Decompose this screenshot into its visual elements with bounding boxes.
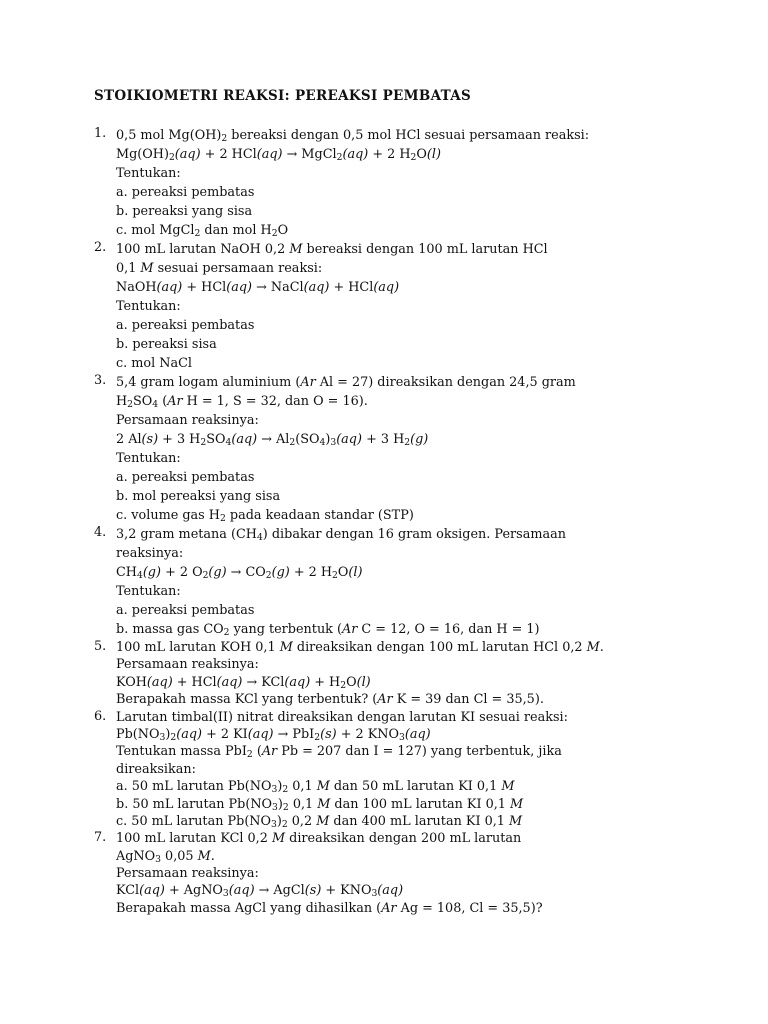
problem-line: 3,2 gram metana $(CH_4)$ dibakar dengan 16 gram oksigen. Persamaan bbox=[116, 527, 566, 544]
problem-line: $H_2SO_4$ (Ar H = 1, S = 32, dan O = 16). bbox=[116, 394, 368, 411]
problem-number: 3. bbox=[94, 373, 107, 388]
problem-line: $Pb(NO_3)_2(aq) + 2$ KI(aq) → PbI$_2$(s) + 2 $KNO_3(aq)$ bbox=[116, 726, 431, 743]
problem-5 bbox=[94, 639, 754, 709]
problem-line: c. 50 mL larutan $Pb(NO_3)_2$ 0,2 M dan 400 mL larutan KI 0,1 M bbox=[116, 813, 523, 830]
problem-line: $Mg(OH)_2(aq) + 2$ HCl(aq) → MgCl$_2$(aq) + 2 $H_2O(l)$ bbox=[116, 147, 441, 164]
problem-7 bbox=[94, 830, 754, 917]
problem-line: Tentukan: bbox=[116, 451, 181, 466]
problem-line: Tentukan: bbox=[116, 584, 181, 599]
problem-line: Berapakah massa AgCl yang dihasilkan (Ar Ag = 108, Cl = 35,5)? bbox=[116, 900, 543, 916]
problem-line: Persamaan reaksinya: bbox=[116, 866, 259, 882]
problem-number: 2. bbox=[94, 240, 107, 255]
problem-line: b. mol pereaksi yang sisa bbox=[116, 489, 281, 504]
problem-line: Berapakah massa KCl yang terbentuk? (Ar K = 39 dan Cl = 35,5). bbox=[116, 692, 544, 708]
problem-line: a. pereaksi pembatas bbox=[116, 185, 255, 200]
problem-line: Tentukan: bbox=[116, 299, 181, 314]
problem-line: 100 mL larutan KOH 0,1 M direaksikan dengan 100 mL larutan HCl 0,2 M. bbox=[116, 640, 604, 655]
problem-line: Persamaan reaksinya: bbox=[116, 657, 259, 673]
problem-list bbox=[94, 126, 754, 917]
problem-line: a. pereaksi pembatas bbox=[116, 603, 255, 618]
problem-line: c. mol NaCl bbox=[116, 356, 193, 371]
problem-line: c. mol MgCl$_2$ dan mol $H_2O$ bbox=[116, 223, 289, 240]
problem-line: 2 Al(s) + 3 $H_2SO_4(aq) \to Al_2(SO_4)_3(aq) + 3$ $H_2(g)$ bbox=[116, 432, 429, 449]
problem-line: Tentukan massa PbI$_2$ (Ar Pb = 207 dan I = 127) yang terbentuk, jika bbox=[116, 744, 562, 761]
problem-line: reaksinya: bbox=[116, 546, 184, 561]
problem-number: 6. bbox=[94, 708, 107, 724]
problem-line: c. volume gas $H_2$ pada keadaan standar (STP) bbox=[116, 508, 414, 525]
problem-line: b. pereaksi yang sisa bbox=[116, 204, 253, 219]
problem-number: 1. bbox=[94, 126, 107, 141]
problem-line: Tentukan: bbox=[116, 166, 181, 181]
problem-number: 7. bbox=[94, 830, 107, 846]
problem-line: 0,5 mol $Mg(OH)_2$ bereaksi dengan 0,5 mol HCl sesuai persamaan reaksi: bbox=[116, 128, 590, 145]
problem-4 bbox=[94, 525, 754, 639]
problem-line: NaOH(aq) + HCl(aq) → NaCl(aq) + HCl(aq) bbox=[116, 280, 400, 295]
problem-line: a. pereaksi pembatas bbox=[116, 470, 255, 485]
problem-line: b. massa gas $CO_2$ yang terbentuk (Ar C = 12, O = 16, dan H = 1) bbox=[116, 622, 540, 639]
problem-line: KCl(aq) + AgNO$_3$(aq) → AgCl(s) + $KNO_3(aq)$ bbox=[116, 883, 404, 900]
problem-line: b. pereaksi sisa bbox=[116, 337, 217, 352]
problem-line: Larutan timbal(II) nitrat direaksikan dengan larutan KI sesuai reaksi: bbox=[116, 709, 568, 725]
problem-line: $KOH(aq) + HCl(aq) \to KCl(aq) + H_2O(l)$ bbox=[116, 674, 371, 691]
problem-1 bbox=[94, 126, 754, 240]
problem-3 bbox=[94, 373, 754, 525]
problem-line: AgNO$_3$ 0,05 M. bbox=[116, 848, 215, 865]
problem-line: a. 50 mL larutan $Pb(NO_3)_2$ 0,1 M dan 50 mL larutan KI 0,1 M bbox=[116, 779, 515, 796]
problem-line: 100 mL larutan NaOH 0,2 M bereaksi dengan 100 mL larutan HCl bbox=[116, 242, 548, 257]
problem-line: 5,4 gram logam aluminium (Ar Al = 27) direaksikan dengan 24,5 gram bbox=[116, 375, 576, 390]
problem-line: direaksikan: bbox=[116, 761, 196, 777]
problem-line: $CH_4(g) + 2$ $O_2(g) \to CO_2(g) + 2$ $H_2O(l)$ bbox=[116, 565, 363, 582]
problem-2 bbox=[94, 240, 754, 373]
problem-line: 100 mL larutan KCl 0,2 M direaksikan dengan 200 mL larutan bbox=[116, 831, 522, 847]
problem-line: Persamaan reaksinya: bbox=[116, 413, 259, 428]
problem-number: 4. bbox=[94, 525, 107, 540]
problem-line: 0,1 M sesuai persamaan reaksi: bbox=[116, 261, 323, 276]
problem-number: 5. bbox=[94, 639, 107, 654]
document-title: STOIKIOMETRI REAKSI: PEREAKSI PEMBATAS bbox=[94, 88, 472, 104]
problem-line: b. 50 mL larutan $Pb(NO_3)_2$ 0,1 M dan 100 mL larutan KI 0,1 M bbox=[116, 796, 524, 813]
problem-line: a. pereaksi pembatas bbox=[116, 318, 255, 333]
problem-6 bbox=[94, 709, 754, 831]
